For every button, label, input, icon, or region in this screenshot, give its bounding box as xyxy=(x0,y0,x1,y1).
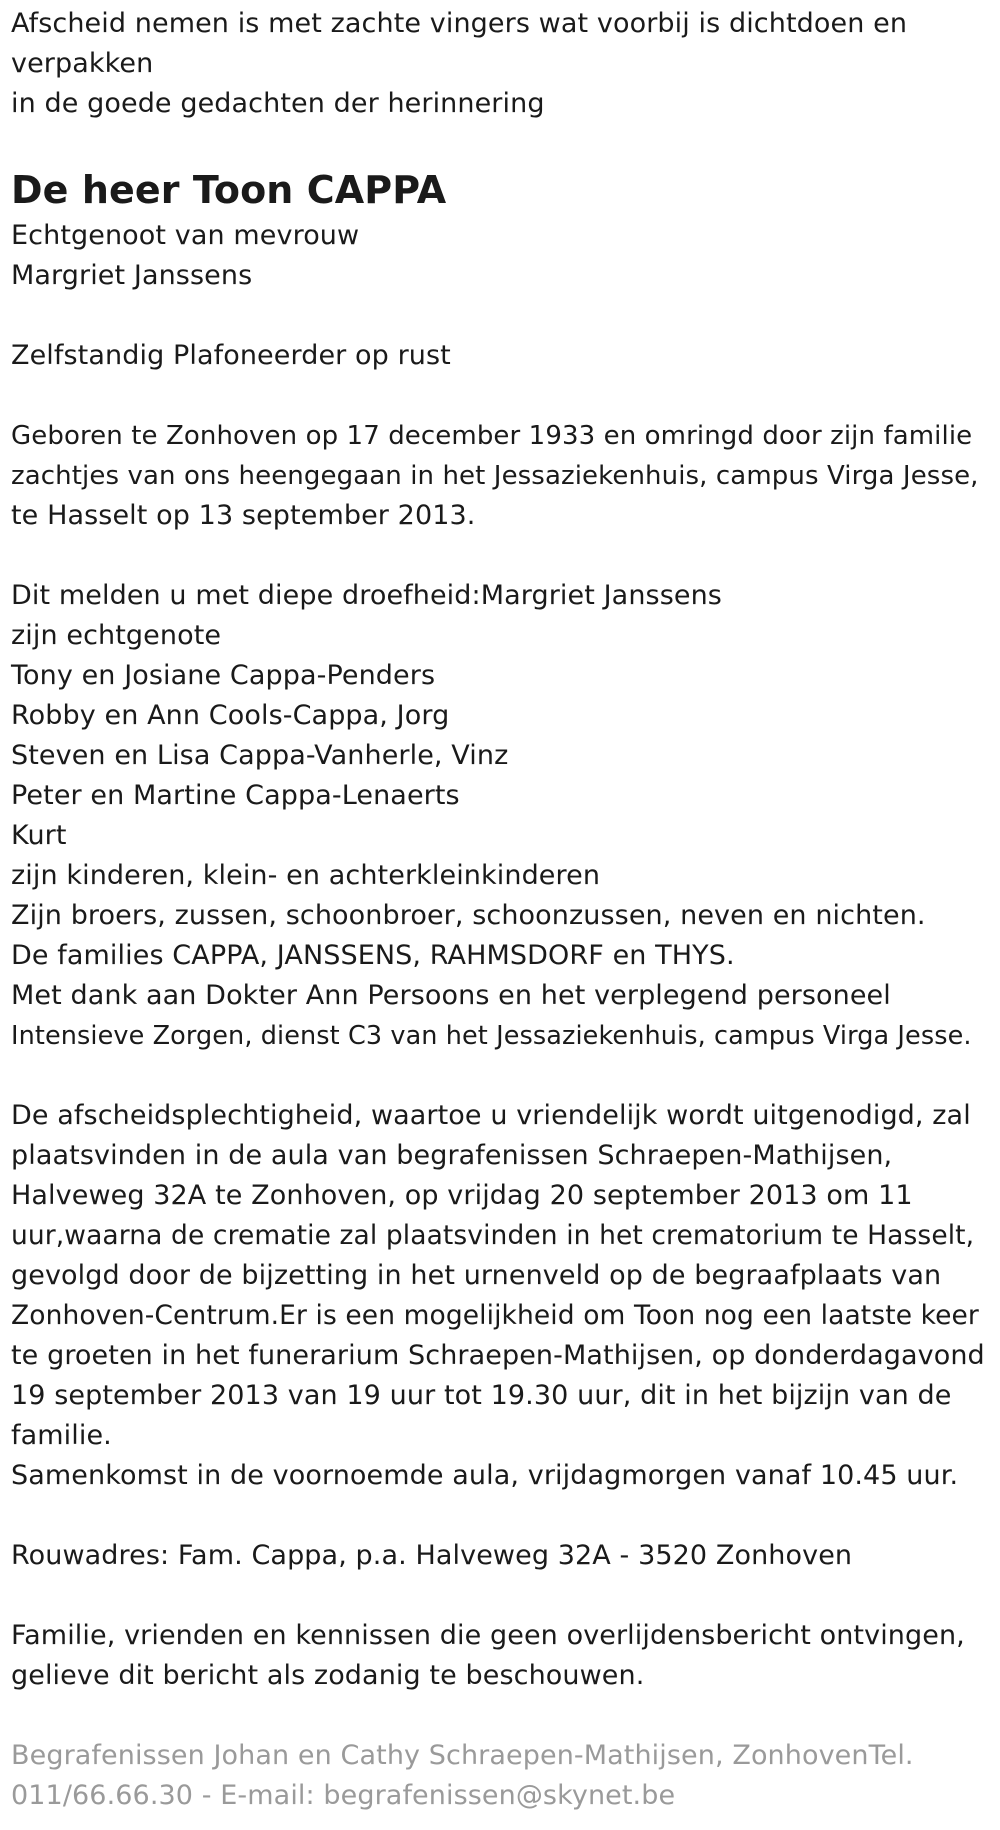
intro-quote xyxy=(11,4,989,124)
announcement-line: De families CAPPA, JANSSENS, RAHMSDORF en THYS. xyxy=(11,940,735,971)
announcement-line: Zijn broers, zussen, schoonbroer, schoonzussen, neven en nichten. xyxy=(11,900,926,931)
announcement-line: zijn echtgenote xyxy=(11,620,222,651)
spouse-label: Echtgenoot van mevrouw xyxy=(11,220,360,251)
spacer xyxy=(11,1576,989,1616)
ceremony-line: 19 september 2013 van 19 uur tot 19.30 uur, dit in het bijzijn van de xyxy=(11,1380,952,1411)
announcement-list xyxy=(11,576,989,1056)
closing-paragraph xyxy=(11,1616,989,1696)
spacer xyxy=(11,536,989,576)
spacer xyxy=(11,1056,989,1096)
closing-line: Familie, vrienden en kennissen die geen overlijdensbericht ontvingen, xyxy=(11,1620,965,1651)
ceremony-line: Samenkomst in de voornoemde aula, vrijdagmorgen vanaf 10.45 uur. xyxy=(11,1460,959,1491)
paragraph-line: Geboren te Zonhoven op 17 december 1933 en omringd door zijn familie xyxy=(11,421,973,451)
paragraph-line: te Hasselt op 13 september 2013. xyxy=(11,500,476,531)
ceremony-line: gevolgd door de bijzetting in het urnenveld op de begraafplaats van xyxy=(11,1260,942,1291)
announcement-line: Met dank aan Dokter Ann Persoons en het verplegend personeel xyxy=(11,980,891,1011)
ceremony-line: uur,waarna de crematie zal plaatsvinden in het crematorium te Hasselt, xyxy=(11,1220,975,1251)
spacer xyxy=(11,376,989,416)
ceremony-line: te groeten in het funerarium Schraepen-Mathijsen, op donderdagavond xyxy=(11,1340,985,1371)
intro-line: verpakken xyxy=(11,48,154,79)
funeral-home-footer xyxy=(11,1736,989,1816)
spacer xyxy=(11,1696,989,1736)
ceremony-line: De afscheidsplechtigheid, waartoe u vriendelijk wordt uitgenodigd, zal xyxy=(11,1100,971,1131)
announcement-line: Dit melden u met diepe droefheid:Margriet Janssens xyxy=(11,580,722,611)
announcement-line: Robby en Ann Cools-Cappa, Jorg xyxy=(11,700,450,731)
announcement-line: Peter en Martine Cappa-Lenaerts xyxy=(11,780,460,811)
deceased-name: De heer Toon CAPPA xyxy=(11,168,447,212)
announcement-line: Kurt xyxy=(11,820,67,851)
spacer xyxy=(11,1496,989,1536)
spacer xyxy=(11,296,989,336)
ceremony-line: Halveweg 32A te Zonhoven, op vrijdag 20 september 2013 om 11 xyxy=(11,1180,913,1211)
announcement-line: zijn kinderen, klein- en achterkleinkinderen xyxy=(11,860,601,891)
ceremony-line: plaatsvinden in de aula van begrafenissen Schraepen-Mathijsen, xyxy=(11,1140,893,1171)
birth-death-paragraph xyxy=(11,416,989,536)
footer-line: Begrafenissen Johan en Cathy Schraepen-Mathijsen, ZonhovenTel. xyxy=(11,1740,914,1771)
spouse-name: Margriet Janssens xyxy=(11,260,253,291)
mourning-address: Rouwadres: Fam. Cappa, p.a. Halveweg 32A - 3520 Zonhoven xyxy=(11,1540,853,1571)
announcement-line: Steven en Lisa Cappa-Vanherle, Vinz xyxy=(11,740,509,771)
paragraph-line: zachtjes van ons heengegaan in het Jessaziekenhuis, campus Virga Jesse, xyxy=(11,461,979,491)
spacer xyxy=(11,124,989,164)
footer-line: 011/66.66.30 - E-mail: begrafenissen@skynet.be xyxy=(11,1780,676,1811)
profession: Zelfstandig Plafoneerder op rust xyxy=(11,340,451,371)
ceremony-line: Zonhoven-Centrum.Er is een mogelijkheid om Toon nog een laatste keer xyxy=(11,1300,979,1331)
closing-line: gelieve dit bericht als zodanig te beschouwen. xyxy=(11,1660,645,1691)
ceremony-paragraph xyxy=(11,1096,989,1496)
intro-line: in de goede gedachten der herinnering xyxy=(11,88,545,119)
intro-line: Afscheid nemen is met zachte vingers wat voorbij is dichtdoen en xyxy=(11,8,908,39)
announcement-line: Intensieve Zorgen, dienst C3 van het Jessaziekenhuis, campus Virga Jesse. xyxy=(11,1021,972,1051)
ceremony-line: familie. xyxy=(11,1420,112,1451)
announcement-line: Tony en Josiane Cappa-Penders xyxy=(11,660,436,691)
